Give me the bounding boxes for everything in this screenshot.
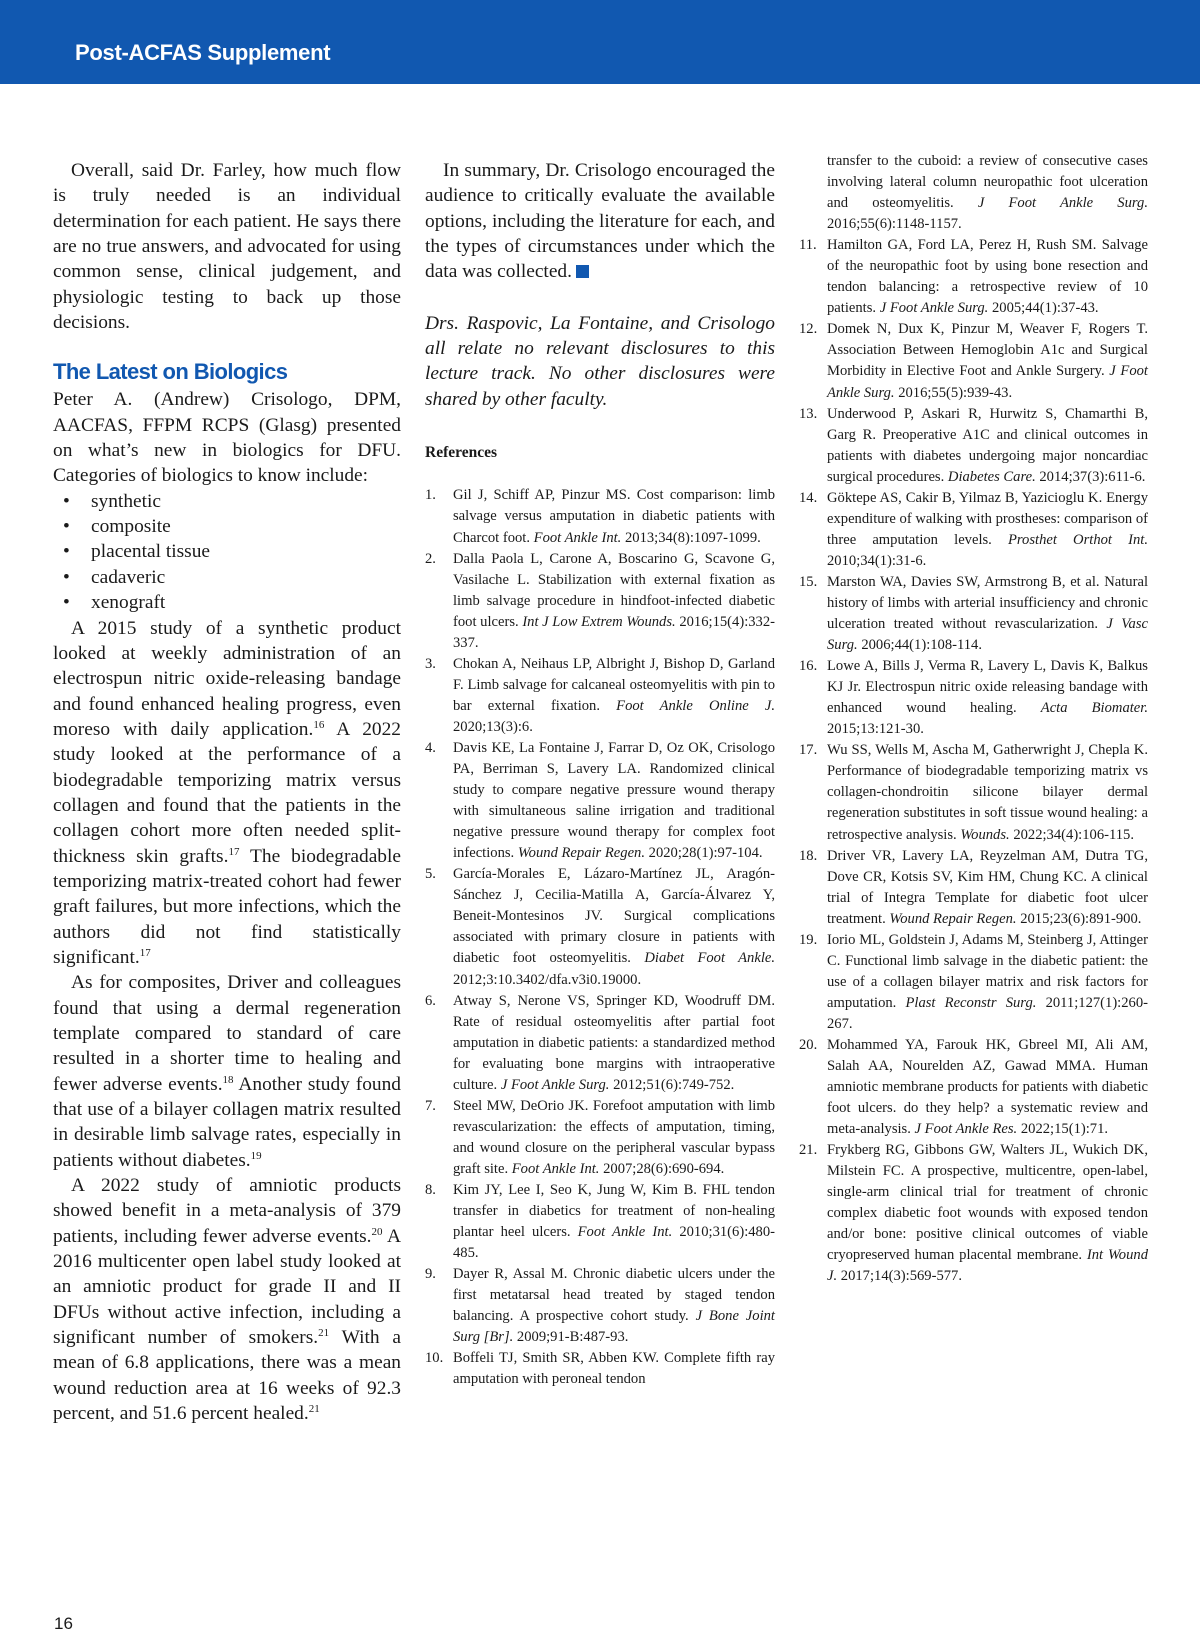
reference-journal: J Bone Joint Surg [Br].	[453, 1308, 775, 1346]
column-3	[799, 151, 1148, 1288]
reference-text: Kim JY, Lee I, Seo K, Jung W, Kim B. FHL tendon transfer in diabetics for treatment of non-healing plantar heel ulcers. Foot Ankle Int. 2010;31(6):480-485.	[453, 1181, 775, 1262]
list-item: • cadaveric	[63, 566, 166, 588]
reference-number: 18.	[799, 847, 818, 864]
biologics-list	[53, 489, 401, 616]
reference-number: 7.	[425, 1097, 436, 1114]
reference-journal: Wounds.	[960, 826, 1010, 843]
reference-journal: J Vasc Surg.	[827, 616, 1148, 654]
reference-text: Marston WA, Davies SW, Armstrong B, et al. Natural history of limbs with arterial insufficiency and chronic ulceration treated without revascularization. J Vasc Surg. 2006;44(1):108-114.	[827, 573, 1148, 654]
reference-text: transfer to the cuboid: a review of consecutive cases involving lateral column neuropathic foot ulceration and osteomyelitis. J Foot Ankle Surg. 2016;55(6):1148-1157.	[827, 153, 1148, 233]
reference-item	[425, 991, 775, 1096]
reference-journal: Foot Ankle Int.	[533, 529, 622, 546]
reference-item	[425, 1264, 775, 1348]
reference-text: Mohammed YA, Farouk HK, Gbreel MI, Ali AM, Salah AA, Nourelden AZ, Gawad MMA. Human amniotic membrane products for patients with diabetic foot ulcers. do they help? a systematic review and meta-analysis. J Foot Ankle Res. 2022;15(1):71.	[827, 1036, 1148, 1138]
reference-number: 21.	[799, 1142, 818, 1159]
reference-item	[799, 319, 1148, 403]
reference-item	[799, 235, 1148, 319]
reference-item	[425, 1096, 775, 1180]
presenter-paragraph: Peter A. (Andrew) Crisologo, DPM, AACFAS, FFPM RCPS (Glasg) presented on what’s new in biologics for DFU. Categories of biologics to know include:	[53, 389, 401, 487]
reference-text: Underwood P, Askari R, Hurwitz S, Chamarthi B, Garg R. Preoperative A1C and clinical outcomes in patients with diabetes undergoing major noncardiac surgical procedures. Diabetes Care. 2014;37(3):611-6.	[827, 405, 1148, 485]
reference-item	[799, 846, 1148, 930]
reference-number: 12.	[799, 321, 818, 338]
reference-text: Driver VR, Lavery LA, Reyzelman AM, Dutra TG, Dove CR, Kotsis SV, Kim HM, Chung KC. A clinical trial of Integra Template for diabetic foot ulcer treatment. Wound Repair Regen. 2015;23(6):891-900.	[827, 847, 1148, 927]
reference-journal: Wound Repair Regen.	[517, 845, 645, 862]
reference-number: 9.	[425, 1266, 436, 1283]
reference-text: Steel MW, DeOrio JK. Forefoot amputation with limb revascularization: the effects of amputation, timing, and wound closure on the peripheral vascular bypass graft site. Foot Ankle Int. 2007;28(6):690-694.	[453, 1097, 775, 1177]
column-2	[425, 158, 775, 1390]
reference-number: 13.	[799, 405, 818, 422]
reference-number: 16.	[799, 658, 818, 675]
reference-journal: Plast Reconstr Surg.	[905, 994, 1037, 1011]
end-mark-icon	[576, 265, 589, 278]
reference-number: 5.	[425, 866, 436, 883]
reference-text: García-Morales E, Lázaro-Martínez JL, Aragón-Sánchez J, Cecilia-Matilla A, García-Álvarez Y, Beneit-Montesinos JV. Surgical complications associated with primary closure in patients with diabetic foot osteomyelitis. Diabet Foot Ankle. 2012;3:10.3402/dfa.v3i0.19000.	[453, 866, 776, 988]
reference-text: Atway S, Nerone VS, Springer KD, Woodruff DM. Rate of residual osteomyelitis after partial foot amputation in diabetic patients: a standardized method for evaluating bone margins with intraoperative culture. J Foot Ankle Surg. 2012;51(6):749-752.	[453, 992, 775, 1093]
summary-paragraph: In summary, Dr. Crisologo encouraged the audience to critically evaluate the available options, including the literature for each, and the types of circumstances under which the data was collected.	[425, 160, 775, 283]
reference-item	[799, 740, 1148, 845]
reference-item	[799, 488, 1148, 572]
reference-text: Dalla Paola L, Carone A, Boscarino G, Scavone G, Vasilache L. Stabilization with external fixation as limb salvage procedure in hindfoot-infected diabetic foot ulcers. Int J Low Extrem Wounds. 2016;15(4):332-337.	[453, 550, 775, 651]
reference-item	[799, 572, 1148, 656]
reference-item	[425, 549, 775, 654]
amniotic-paragraph: A 2022 study of amniotic products showed benefit in a meta-analysis of 379 patients, including fewer adverse events.$^{20}$ A 2016 multicenter open label study looked at an amniotic product for grade II and II DFUs without active infection, including a significant number of smokers.$^{21}$ With a mean of 6.8 applications, there was a mean wound reduction area at 16 weeks of 92.3 percent, and 51.6 percent healed.$^{21}$	[53, 1175, 402, 1425]
reference-number: 20.	[799, 1036, 818, 1053]
page-number: 16	[54, 1614, 73, 1633]
reference-number: 4.	[425, 740, 436, 756]
reference-text: Hamilton GA, Ford LA, Perez H, Rush SM. Salvage of the neuropathic foot by using bone resection and tendon balancing: a retrospective review of 10 patients. J Foot Ankle Surg. 2005;44(1):37-43.	[827, 237, 1148, 317]
reference-item	[799, 1035, 1148, 1140]
references-heading: References	[425, 444, 498, 462]
reference-journal: Wound Repair Regen.	[889, 910, 1017, 927]
reference-item	[425, 738, 775, 864]
reference-journal: J Foot Ankle Surg.	[827, 363, 1148, 401]
reference-text: Dayer R, Assal M. Chronic diabetic ulcers under the first metatarsal head treated by staged tendon balancing. A prospective cohort study. J Bone Joint Surg [Br]. 2009;91-B:487-93.	[453, 1266, 775, 1346]
reference-text: Iorio ML, Goldstein J, Adams M, Steinberg J, Attinger C. Functional limb salvage in the diabetic patient: the use of a collagen bilayer matrix and risk factors for amputation. Plast Reconstr Surg. 2011;127(1):260-267.	[827, 931, 1148, 1032]
reference-item	[799, 1140, 1148, 1287]
reference-number: 3.	[425, 655, 436, 672]
reference-item	[425, 864, 775, 990]
reference-number: 14.	[799, 489, 818, 506]
reference-journal: J Foot Ankle Res.	[914, 1121, 1018, 1138]
intro-paragraph: Overall, said Dr. Farley, how much flow is truly needed is an individual determination for each patient. He says there are no true answers, and advocated for using common sense, clinical judgement, and physiologic testing to back up those decisions.	[53, 160, 401, 334]
reference-number: 8.	[425, 1181, 436, 1198]
reference-number: 15.	[799, 573, 818, 590]
reference-text: Lowe A, Bills J, Verma R, Lavery L, Davis K, Balkus KJ Jr. Electrospun nitric oxide releasing bandage with enhanced wound healing. Acta Biomater. 2015;13:121-30.	[827, 658, 1148, 738]
reference-journal: Diabet Foot Ankle.	[644, 950, 776, 967]
composites-paragraph: As for composites, Driver and colleagues found that using a dermal regeneration template compared to standard of care resulted in a shorter time to healing and fewer adverse events.$^{18}$ Another study found that use of a bilayer collagen matrix resulted in desirable limb salvage rates, especially in patients without diabetes.$^{19}$	[53, 972, 401, 1171]
reference-journal: Diabetes Care.	[947, 468, 1036, 485]
reference-number: 17.	[799, 742, 818, 759]
header-bar	[0, 0, 1200, 84]
reference-journal: Foot Ankle Int.	[577, 1224, 673, 1241]
reference-item	[799, 930, 1148, 1035]
reference-item	[425, 1348, 775, 1390]
reference-journal: Foot Ankle Int.	[511, 1160, 600, 1177]
reference-number: 6.	[425, 992, 436, 1009]
reference-journal: J Foot Ankle Surg.	[879, 300, 989, 317]
reference-item	[425, 485, 775, 548]
reference-text: Gil J, Schiff AP, Pinzur MS. Cost comparison: limb salvage versus amputation in diabetic patients with Charcot foot. Foot Ankle Int. 2013;34(8):1097-1099.	[453, 487, 775, 546]
reference-journal: Prosthet Orthot Int.	[1007, 531, 1148, 548]
reference-item	[425, 1180, 775, 1264]
list-item: • synthetic	[63, 490, 162, 512]
reference-text: Domek N, Dux K, Pinzur M, Weaver F, Rogers T. Association Between Hemoglobin A1c and Surgical Morbidity in Elective Foot and Ankle Surgery. J Foot Ankle Surg. 2016;55(5):939-43.	[827, 321, 1148, 401]
reference-text: Frykberg RG, Gibbons GW, Walters JL, Wukich DK, Milstein FC. A prospective, multicentre, open-label, single-arm clinical trial for treatment of chronic complex diabetic foot wounds with exposed tendon and/or bone: positive clinical outcomes of viable cryopreserved human placental membrane. Int Wound J. 2017;14(3):569-577.	[827, 1142, 1148, 1285]
reference-journal: J Foot Ankle Surg.	[977, 195, 1148, 212]
reference-text: Chokan A, Neihaus LP, Albright J, Bishop D, Garland F. Limb salvage for calcaneal osteomyelitis with pin to bar external fixation. Foot Ankle Online J. 2020;13(3):6.	[453, 655, 775, 735]
reference-number: 10.	[425, 1350, 444, 1367]
reference-journal: Int J Low Extrem Wounds.	[522, 613, 676, 630]
reference-text: Davis KE, La Fontaine J, Farrar D, Oz OK, Crisologo PA, Berriman S, Lavery LA. Randomized clinical study to compare negative pressure wound therapy with simultaneous saline irrigation and traditional negative pressure wound therapy for complex foot infections. Wound Repair Regen. 2020;28(1):97-104.	[453, 740, 775, 862]
reference-journal: Foot Ankle Online J.	[616, 697, 775, 714]
reference-text: Wu SS, Wells M, Ascha M, Gatherwright J, Chepla K. Performance of biodegradable temporizing matrix vs collagen-chondroitin silicone bilayer dermal regeneration substitutes in soft tissue wound healing: a retrospective analysis. Wounds. 2022;34(4):106-115.	[827, 742, 1148, 843]
reference-journal: J Foot Ankle Surg.	[500, 1076, 610, 1093]
reference-item	[425, 654, 775, 738]
column-1	[53, 158, 401, 1427]
biologics-heading: The Latest on Biologics	[53, 359, 288, 385]
reference-number: 2.	[425, 550, 436, 567]
reference-item	[799, 404, 1148, 488]
reference-item	[799, 151, 1148, 235]
list-item: • placental tissue	[63, 541, 210, 563]
reference-item	[799, 656, 1148, 740]
reference-journal: Int Wound J.	[827, 1247, 1148, 1285]
reference-journal: Acta Biomater.	[1040, 700, 1148, 717]
disclosure-paragraph: Drs. Raspovic, La Fontaine, and Crisologo all relate no relevant disclosures to this lecture track. No other disclosures were shared by other faculty.	[425, 312, 775, 410]
reference-number: 19.	[799, 931, 818, 948]
list-item: • xenograft	[63, 592, 166, 614]
synthetic-paragraph: A 2015 study of a synthetic product looked at weekly administration of an electrospun nitric oxide-releasing bandage and found enhanced healing progress, even moreso with daily application.$^{16}$ A 2022 study looked at the performance of a biodegradable temporizing matrix versus collagen and found that the patients in the collagen cohort more often needed split-thickness skin grafts.$^{17}$ The biodegradable temporizing matrix-treated cohort had fewer graft failures, but more infections, which the authors did not find statistically significant.$^{17}$	[53, 617, 402, 968]
reference-text: Boffeli TJ, Smith SR, Abben KW. Complete fifth ray amputation with peroneal tendon	[453, 1350, 775, 1388]
references-list-part1	[425, 485, 775, 1390]
reference-number: 1.	[425, 487, 436, 504]
section-title: Post-ACFAS Supplement	[75, 40, 331, 65]
reference-text: Göktepe AS, Cakir B, Yilmaz B, Yazicioglu K. Energy expenditure of walking with prostheses: comparison of three amputation levels. Prosthet Orthot Int. 2010;34(1):31-6.	[827, 489, 1148, 569]
list-item: • composite	[63, 516, 171, 538]
reference-number: 11.	[799, 237, 817, 254]
references-list-part2	[799, 151, 1148, 1288]
